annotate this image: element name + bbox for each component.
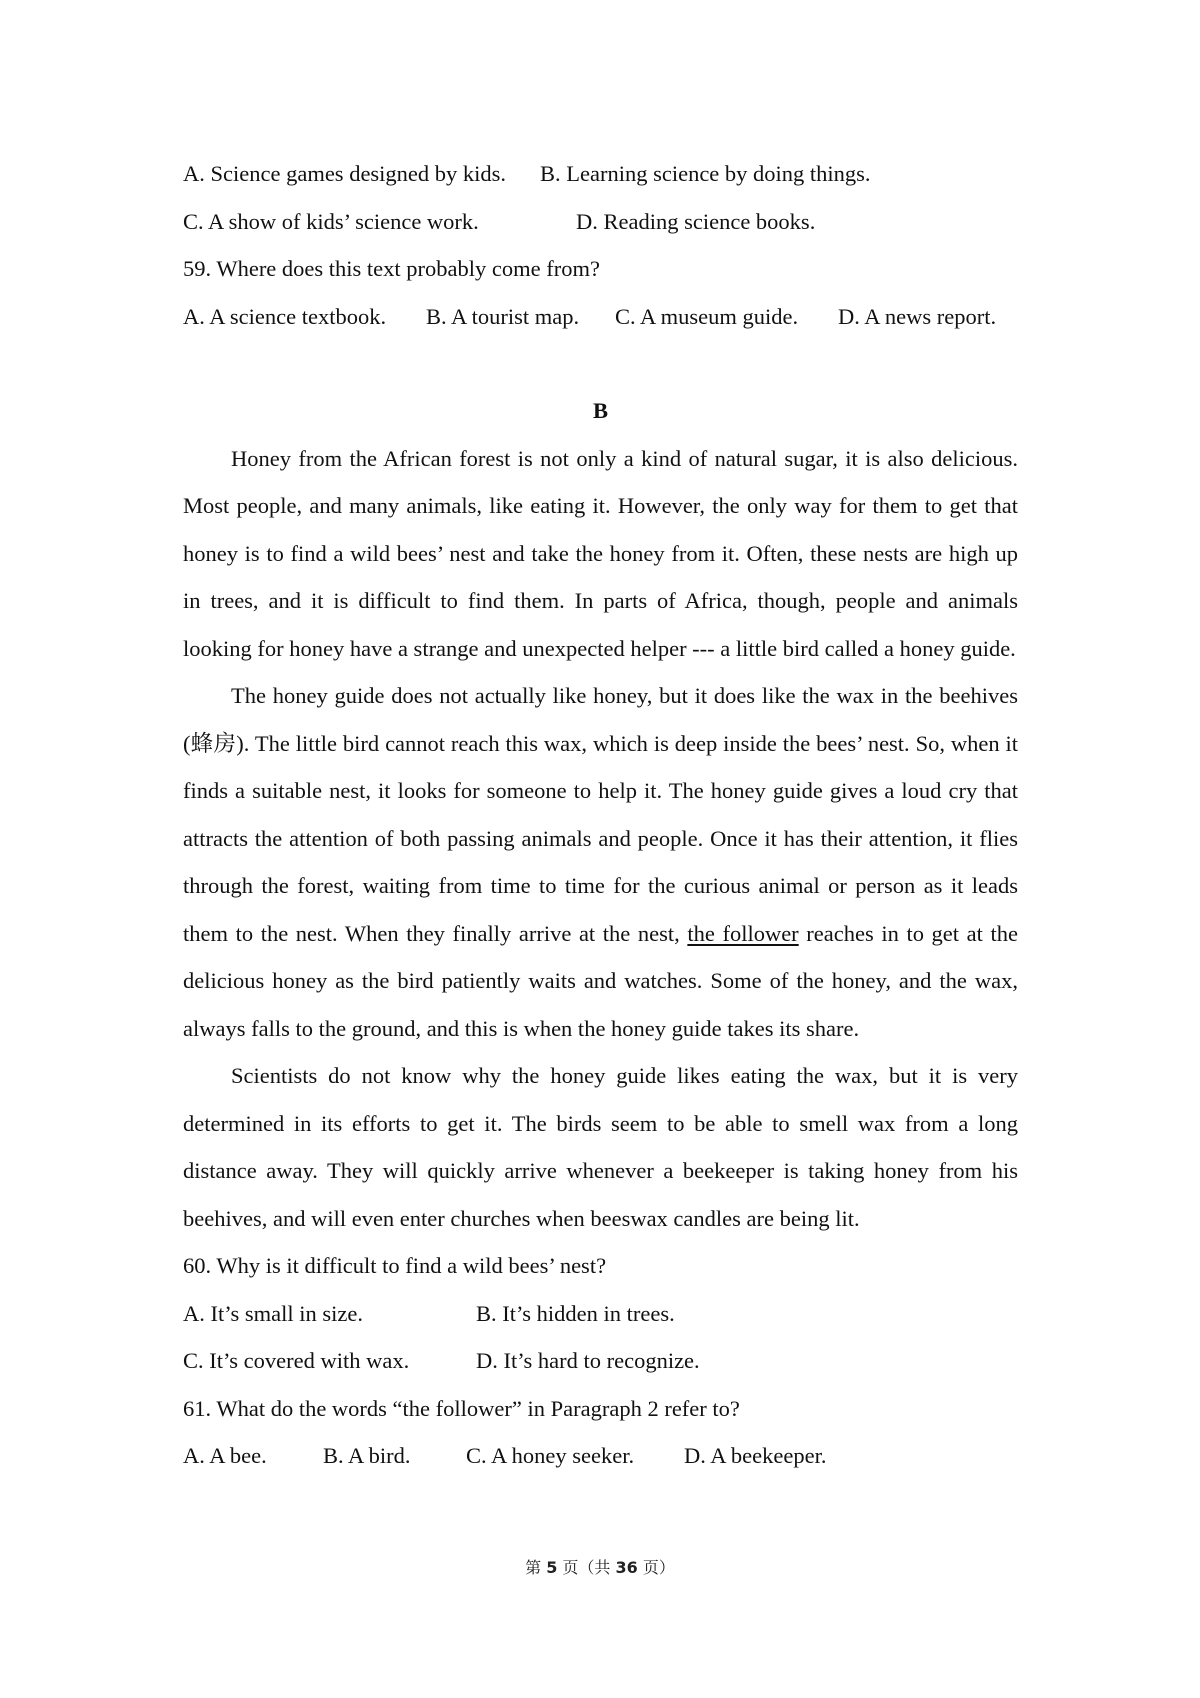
section-heading: B xyxy=(592,398,608,423)
q61-question: 61. What do the words “the follower” in Paragraph 2 refer to? xyxy=(183,1395,740,1421)
paragraph-3-text: Scientists do not know why the honey guide likes eating the wax, but it is very determined in its efforts to get it. The birds seem to be able to smell wax from a long distance away. They will quickly arrive whenever a beekeeper is taking honey from his beehives, and will even enter churches when beeswax candles are being lit. xyxy=(183,1063,1018,1231)
q59-option-a: A. A science textbook. xyxy=(183,303,387,329)
q61-option-b: B. A bird. xyxy=(323,1443,411,1468)
q60-question: 60. Why is it difficult to find a wild bees’ nest? xyxy=(183,1253,607,1278)
q61-option-c: C. A honey seeker. xyxy=(466,1443,635,1468)
q58-options-row-2 xyxy=(183,198,1018,246)
q59-option-d: D. A news report. xyxy=(838,303,997,329)
passage-paragraph-1 xyxy=(183,435,1018,673)
q58-option-a: A. Science games designed by kids. xyxy=(183,161,507,186)
q58-option-b: B. Learning science by doing things. xyxy=(540,161,871,186)
q61-options xyxy=(183,1432,1018,1480)
q60-option-a: A. It’s small in size. xyxy=(183,1300,363,1326)
passage-paragraph-2 xyxy=(183,672,1018,1052)
q60-option-b: B. It’s hidden in trees. xyxy=(476,1300,675,1326)
q59-options xyxy=(183,293,1018,341)
paragraph-1-text: Honey from the African forest is not only a kind of natural sugar, it is also delicious. Most people, and many animals, like eating it. However, the only way for them to get that honey is to find a wild bees’ nest and take the honey from it. Often, these nests are high up in trees, and it is difficult to find them. In parts of Africa, though, people and animals looking for honey have a strange and unexpected helper --- a little bird called a honey guide. xyxy=(183,445,1018,661)
paragraph-2-text-after: reaches in to get at the delicious honey as the bird patiently waits and watches. Some of the honey, and the wax, always falls to the ground, and this is when the honey guide takes its share. xyxy=(183,920,1018,1041)
q58-options-row-1 xyxy=(183,150,1018,198)
footer-middle: 页（共 xyxy=(557,1558,616,1577)
underlined-phrase-the-follower: the follower xyxy=(687,920,799,946)
q58-option-d: D. Reading science books. xyxy=(576,208,816,234)
total-page-count: 36 xyxy=(615,1558,638,1577)
q61-option-a: A. A bee. xyxy=(183,1443,267,1468)
q60-option-d: D. It’s hard to recognize. xyxy=(476,1348,700,1373)
footer-suffix: 页） xyxy=(637,1558,675,1577)
footer-prefix: 第 xyxy=(525,1558,547,1577)
page-footer xyxy=(0,1555,1200,1578)
q59-question: 59. Where does this text probably come from? xyxy=(183,256,600,281)
q59-option-b: B. A tourist map. xyxy=(426,303,580,329)
exam-page xyxy=(183,150,1018,1480)
q60-option-c: C. It’s covered with wax. xyxy=(183,1348,410,1373)
current-page-number: 5 xyxy=(546,1558,558,1577)
q60-options-row-2 xyxy=(183,1337,1018,1385)
q60-options-row-1 xyxy=(183,1290,1018,1338)
q61-option-d: D. A beekeeper. xyxy=(684,1443,827,1468)
passage-paragraph-3 xyxy=(183,1052,1018,1242)
q58-option-c: C. A show of kids’ science work. xyxy=(183,208,479,234)
paragraph-2-text-before: The honey guide does not actually like honey, but it does like the wax in the beehives (蜂房). The little bird cannot reach this wax, which is deep inside the bees’ nest. So, when it finds a suitable nest, it looks for someone to help it. The honey guide gives a loud cry that attracts the attention of both passing animals and people. Once it has their attention, it flies through the forest, waiting from time to time for the curious animal or person as it leads them to the nest. When they finally arrive at the nest, xyxy=(183,683,1018,946)
q59-option-c: C. A museum guide. xyxy=(615,303,799,329)
